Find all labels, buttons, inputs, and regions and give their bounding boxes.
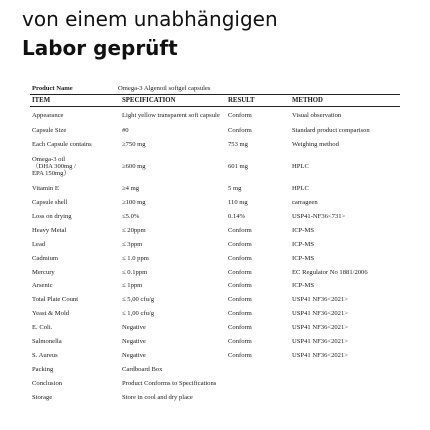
col-header-specification: SPECIFICATION (120, 95, 226, 107)
row-specification: ≤ 0.1ppm (122, 268, 148, 276)
table-row (30, 152, 400, 182)
row-method: HPLC (292, 185, 309, 193)
row-result: 5 mg (228, 185, 242, 193)
row-result: 601 mg (228, 163, 248, 171)
row-method: ICP-MS (292, 226, 314, 234)
product-name-value: Omega-3 Algenoil softgel capsules (118, 84, 211, 92)
row-result: Conform (228, 254, 252, 262)
row-specification: Negative (122, 338, 146, 346)
table-row (30, 210, 400, 224)
table-row (30, 335, 400, 349)
row-item: Appearance (32, 112, 64, 119)
row-value: Product Conforms to Specifications (122, 379, 217, 387)
row-result: Conform (228, 127, 252, 135)
row-method: carrageen (292, 199, 318, 207)
table-row (30, 223, 400, 237)
row-result: 110 mg (228, 199, 248, 207)
table-row (30, 196, 400, 210)
row-value: Store in cool and dry place (122, 393, 193, 401)
row-item: Packing (32, 365, 54, 373)
headline-line-2: Labor geprüft (22, 36, 178, 60)
headline (22, 4, 278, 62)
table-row (30, 251, 400, 265)
row-method: ICP-MS (292, 240, 314, 248)
row-result: Conform (228, 351, 252, 359)
row-item: Cadmium (32, 254, 59, 262)
row-specification: Negative (122, 324, 146, 332)
row-specification: ≥750 mg (122, 141, 146, 149)
row-result: Conform (228, 338, 252, 346)
product-name-label: Product Name (32, 84, 73, 92)
table-row (30, 138, 400, 152)
table-row (30, 182, 400, 196)
headline-line-1: von einem unabhängigen (22, 7, 278, 31)
row-method: USP41 NF36<2021> (292, 351, 348, 359)
product-name-row (30, 82, 400, 95)
row-method: USP41 NF36<2021> (292, 310, 348, 318)
row-result: Conform (228, 112, 252, 119)
row-result: Conform (228, 282, 252, 290)
row-result: 0.14% (228, 213, 246, 220)
table-row (30, 376, 400, 390)
row-item: Heavy Metal (32, 226, 67, 234)
row-specification: Negative (122, 351, 146, 359)
row-item: Storage (32, 393, 53, 401)
table-row (30, 124, 400, 138)
col-header-result: RESULT (226, 95, 290, 107)
table-row (30, 279, 400, 293)
row-specification: ≤ 5,00 cfu/g (122, 296, 155, 304)
row-result: Conform (228, 296, 252, 304)
row-method: EC Regulator No 1881/2006 (292, 268, 368, 276)
table-row (30, 307, 400, 321)
row-result: 753 mg (228, 141, 248, 149)
row-result: Conform (228, 226, 252, 234)
row-method: USP41 NF36<2021> (292, 324, 348, 332)
row-specification: ≥600 mg (122, 163, 146, 171)
row-item: Loss on drying (32, 213, 72, 220)
row-result: Conform (228, 240, 252, 248)
row-method: Weighing method (292, 141, 339, 149)
table-row (30, 293, 400, 307)
row-item: Arsenic (32, 282, 53, 290)
table-row (30, 265, 400, 279)
row-specification: ≤5.0% (122, 213, 140, 220)
row-item: Lead (32, 240, 46, 248)
row-item: Mercury (32, 268, 55, 276)
table-row (30, 362, 400, 376)
row-specification: ≤ 20ppm (122, 226, 146, 234)
row-method: USP41 NF36<2021> (292, 296, 348, 304)
col-header-item: ITEM (30, 95, 120, 107)
row-specification: ≥4 mg (122, 185, 139, 193)
table-row (30, 107, 400, 125)
row-item: S. Aureus (32, 351, 58, 359)
row-method: ICP-MS (292, 254, 314, 262)
col-header-method: METHOD (290, 95, 400, 107)
row-item: Omega-3 oil （DHA 300mg / EPA 150mg） (32, 156, 76, 178)
row-method: USP41-NF36<731> (292, 213, 346, 220)
table-row (30, 390, 400, 404)
row-result: Conform (228, 324, 252, 332)
row-value: Cardboard Box (122, 365, 163, 373)
row-specification: ≤ 3ppm (122, 240, 143, 248)
row-specification: #0 (122, 127, 129, 135)
row-method: HPLC (292, 163, 309, 171)
row-method: ICP-MS (292, 282, 314, 290)
row-item: Each Capsule contains (32, 141, 92, 149)
table-row (30, 321, 400, 335)
table-row (30, 348, 400, 362)
row-item: Vitamin E (32, 185, 59, 193)
row-item: Conclusion (32, 379, 63, 387)
row-result: Conform (228, 310, 252, 318)
row-specification: Light yellow transparent soft capsule (122, 112, 220, 119)
spec-table-body (30, 107, 400, 405)
row-specification: ≤ 1.0 ppm (122, 254, 149, 262)
row-item: Total Plate Count (32, 296, 79, 304)
row-result: Conform (228, 268, 252, 276)
row-specification: ≥100 mg (122, 199, 146, 207)
row-item: Salmonella (32, 338, 62, 346)
row-item: Yeast & Mold (32, 310, 70, 318)
table-row (30, 237, 400, 251)
row-method: USP41 NF36<2021> (292, 338, 348, 346)
analysis-certificate (30, 82, 400, 404)
spec-table (30, 95, 400, 404)
row-item: Capsule Size (32, 127, 67, 135)
row-specification: ≤ 1,00 cfu/g (122, 310, 155, 318)
table-header-row (30, 95, 400, 107)
row-item: Capsule shell (32, 199, 68, 207)
row-method: Standard product comparison (292, 127, 370, 135)
row-method: Visual observation (292, 112, 342, 119)
row-specification: ≤ 1ppm (122, 282, 143, 290)
row-item: E. Coli. (32, 324, 53, 332)
